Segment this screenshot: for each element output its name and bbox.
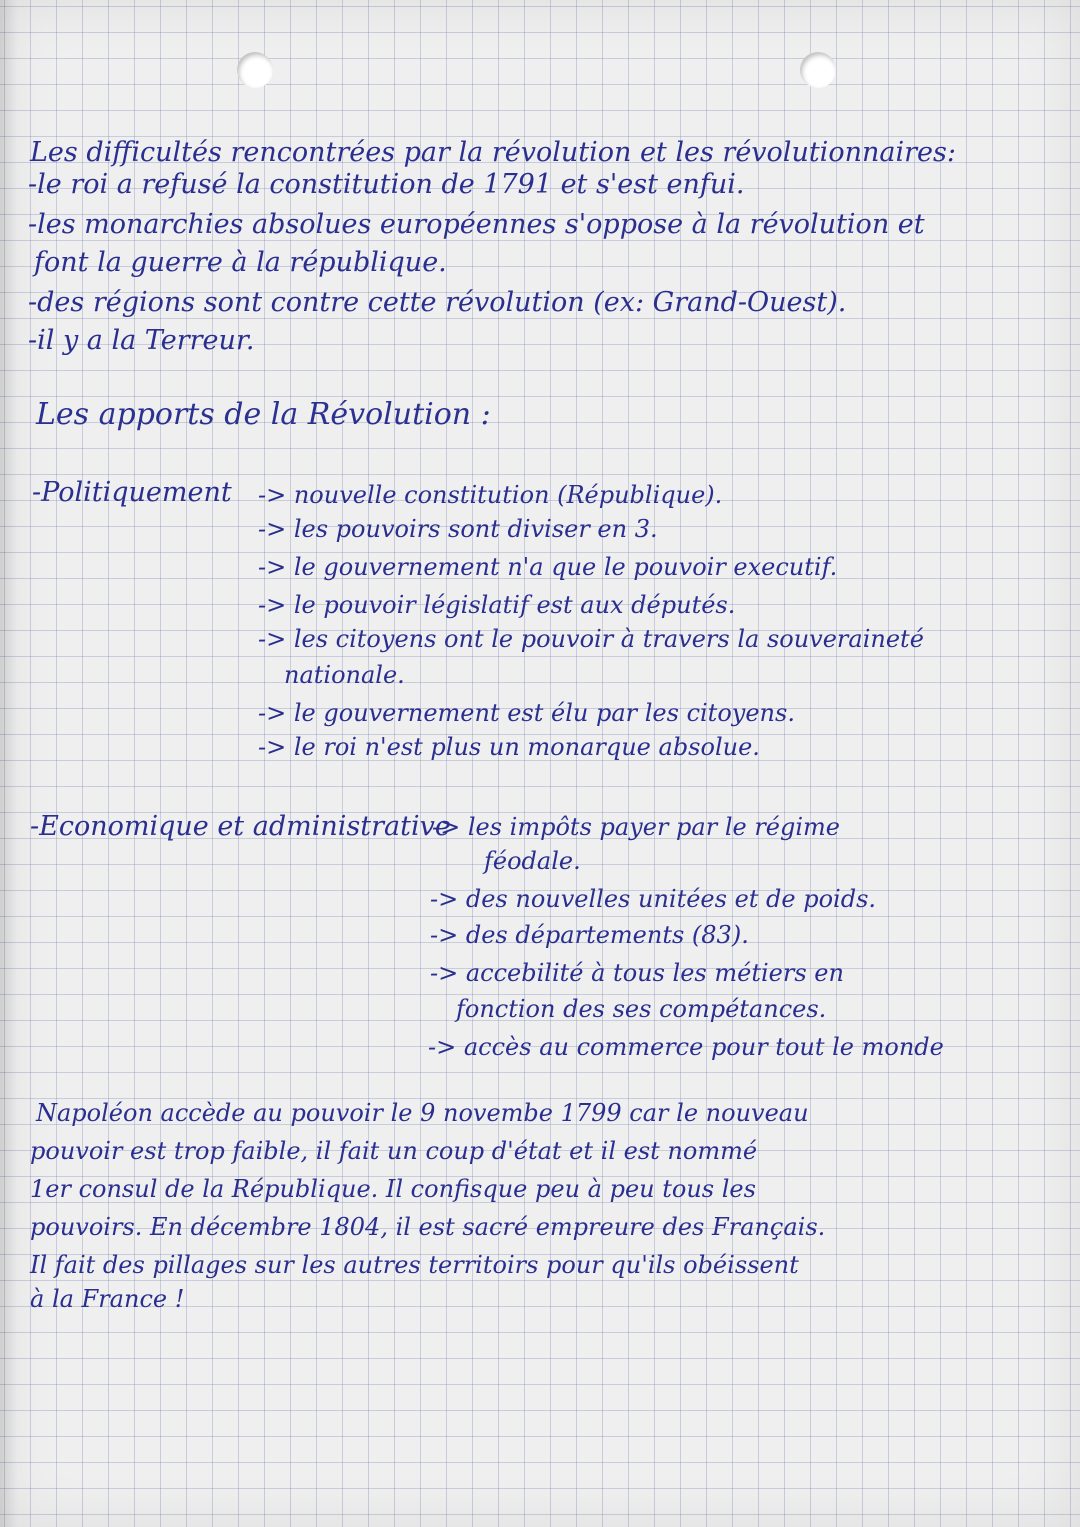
page-shadow [0, 0, 18, 1527]
political-item: -> le pouvoir législatif est aux députés. [258, 591, 736, 619]
napoleon-line: 1er consul de la République. Il confisque peu à peu tous les [30, 1175, 756, 1203]
political-item: -> les pouvoirs sont diviser en 3. [258, 515, 658, 543]
political-item: -> le roi n'est plus un monarque absolue. [258, 733, 760, 761]
political-item: -> le gouvernement n'a que le pouvoir executif. [258, 553, 838, 581]
difficulty-item: -le roi a refusé la constitution de 1791 et s'est enfui. [28, 169, 745, 200]
economic-item: -> des nouvelles unitées et de poids. [430, 885, 877, 913]
political-item: -> les citoyens ont le pouvoir à travers la souveraineté [258, 625, 924, 653]
difficulty-item: -il y a la Terreur. [28, 325, 255, 356]
economic-item: fonction des ses compétances. [456, 995, 827, 1023]
napoleon-line: à la France ! [30, 1285, 185, 1313]
napoleon-line: Il fait des pillages sur les autres territoirs pour qu'ils obéissent [30, 1251, 799, 1279]
economic-item: -> accès au commerce pour tout le monde [428, 1033, 944, 1061]
political-item: -> nouvelle constitution (République). [258, 481, 723, 509]
napoleon-line: pouvoirs. En décembre 1804, il est sacré empreure des Français. [30, 1213, 826, 1241]
economic-item: -> des départements (83). [430, 921, 749, 949]
political-item: nationale. [284, 661, 405, 689]
punch-hole-left [237, 52, 273, 88]
economic-item: féodale. [484, 847, 581, 875]
political-label: -Politiquement [32, 477, 232, 508]
punch-hole-right [800, 52, 836, 88]
difficulty-item: -des régions sont contre cette révolution (ex: Grand-Ouest). [28, 287, 847, 318]
economic-item: -> les impôts payer par le régime [432, 813, 840, 841]
difficulty-item: font la guerre à la république. [34, 247, 447, 278]
napoleon-line: pouvoir est trop faible, il fait un coup d'état et il est nommé [30, 1137, 758, 1165]
political-item: -> le gouvernement est élu par les citoyens. [258, 699, 795, 727]
napoleon-line: Napoléon accède au pouvoir le 9 novembe 1799 car le nouveau [36, 1099, 809, 1127]
economic-label: -Economique et administrative [30, 811, 451, 842]
difficulties-heading: Les difficultés rencontrées par la révolution et les révolutionnaires: [30, 137, 956, 168]
difficulty-item: -les monarchies absolues européennes s'oppose à la révolution et [28, 209, 925, 240]
economic-item: -> accebilité à tous les métiers en [430, 959, 844, 987]
contributions-heading: Les apports de la Révolution : [36, 397, 491, 432]
